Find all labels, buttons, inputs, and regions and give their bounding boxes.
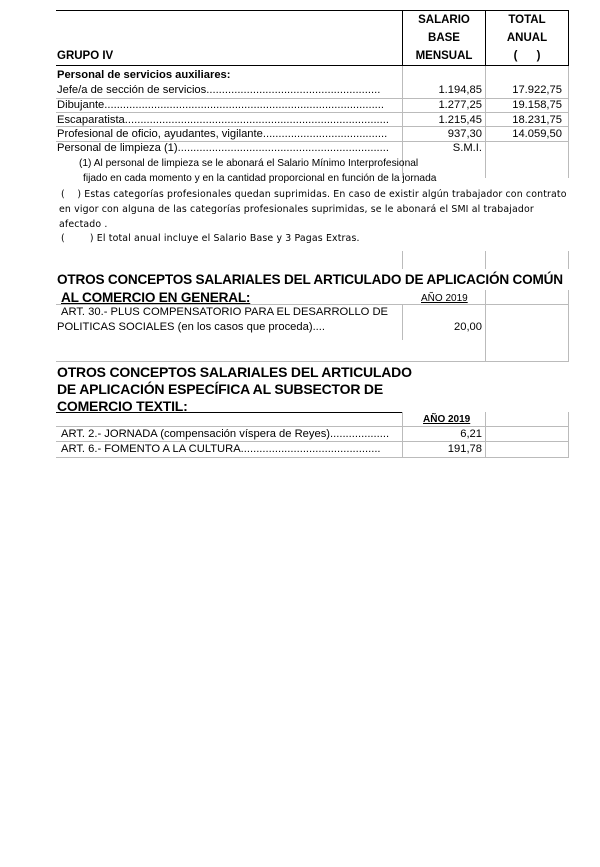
total-col-line3: ( ) [513,50,541,62]
base-col-line2: BASE [428,32,460,44]
row-label: Dibujante.......................................................................................... [57,99,385,111]
otros2-row-label: ART. 6.- FOMENTO A LA CULTURA............................................. [61,443,381,455]
row-label: Jefe/a de sección de servicios........................................................ [57,84,381,96]
otros2-row-label: ART. 2.- JORNADA (compensación víspera de Reyes)................... [61,428,390,440]
section-title: Personal de servicios auxiliares: [57,69,231,81]
base-col-line1: SALARIO [418,14,470,26]
otros1-value: 20,00 [454,321,482,333]
otros2-title-line1: OTROS CONCEPTOS SALARIALES DEL ARTICULADO [57,364,412,380]
row-total: 17.922,75 [512,84,562,96]
note-suppressed-line3: afectado . [59,219,108,230]
row-total: 18.231,75 [512,114,562,126]
otros2-row-value: 6,21 [460,428,482,440]
base-col-line3: MENSUAL [415,50,473,62]
otros2-title-line3: COMERCIO TEXTIL: [57,398,188,414]
otros2-row-value: 191,78 [447,443,482,455]
row-total: 14.059,50 [512,128,562,140]
otros1-year: AÑO 2019 [421,293,468,304]
note-suppressed-line1: ( ) Estas categorías profesionales quedan suprimidas. En caso de existir algún trabajador con contrato [61,189,567,200]
row-label: Profesional de oficio, ayudantes, vigilante........................................ [57,128,388,140]
row-base: 1.194,85 [438,84,482,96]
note-suppressed-line2: en vigor con alguna de las categorías profesionales suprimidas, se le abonará el SMI al trabajador [59,204,534,215]
note-total-annual: ( ) El total anual incluye el Salario Base y 3 Pagas Extras. [61,233,360,244]
row-base: 937,30 [447,128,482,140]
otros2-year: AÑO 2019 [423,414,471,425]
row-total: 19.158,75 [512,99,562,111]
otros1-art-line2: POLITICAS SOCIALES (en los casos que proceda).... [57,321,325,333]
group-title: GRUPO IV [57,50,114,62]
otros1-title-line2: AL COMERCIO EN GENERAL: [61,290,251,305]
row-base: S.M.I. [452,142,482,154]
total-col-line1: TOTAL [508,14,546,26]
total-col-line2: ANUAL [506,32,548,44]
row-label: Personal de limpieza (1).................................................................... [57,142,389,154]
otros2-title-line2: DE APLICACIÓN ESPECÍFICA AL SUBSECTOR DE [57,381,383,397]
note-cleaning-line2: fijado en cada momento y en la cantidad proporcional en función de la jornada [83,173,437,184]
row-base: 1.215,45 [438,114,482,126]
row-base: 1.277,25 [438,99,482,111]
note-cleaning-line1: (1) Al personal de limpieza se le abonará el Salario Mínimo Interprofesional [79,158,419,169]
otros1-title-line1: OTROS CONCEPTOS SALARIALES DEL ARTICULADO DE APLICACIÓN COMÚN [57,272,563,287]
otros1-art-line1: ART. 30.- PLUS COMPENSATORIO PARA EL DESARROLLO DE [61,306,389,318]
row-label: Escaparatista..................................................................................... [57,114,389,126]
